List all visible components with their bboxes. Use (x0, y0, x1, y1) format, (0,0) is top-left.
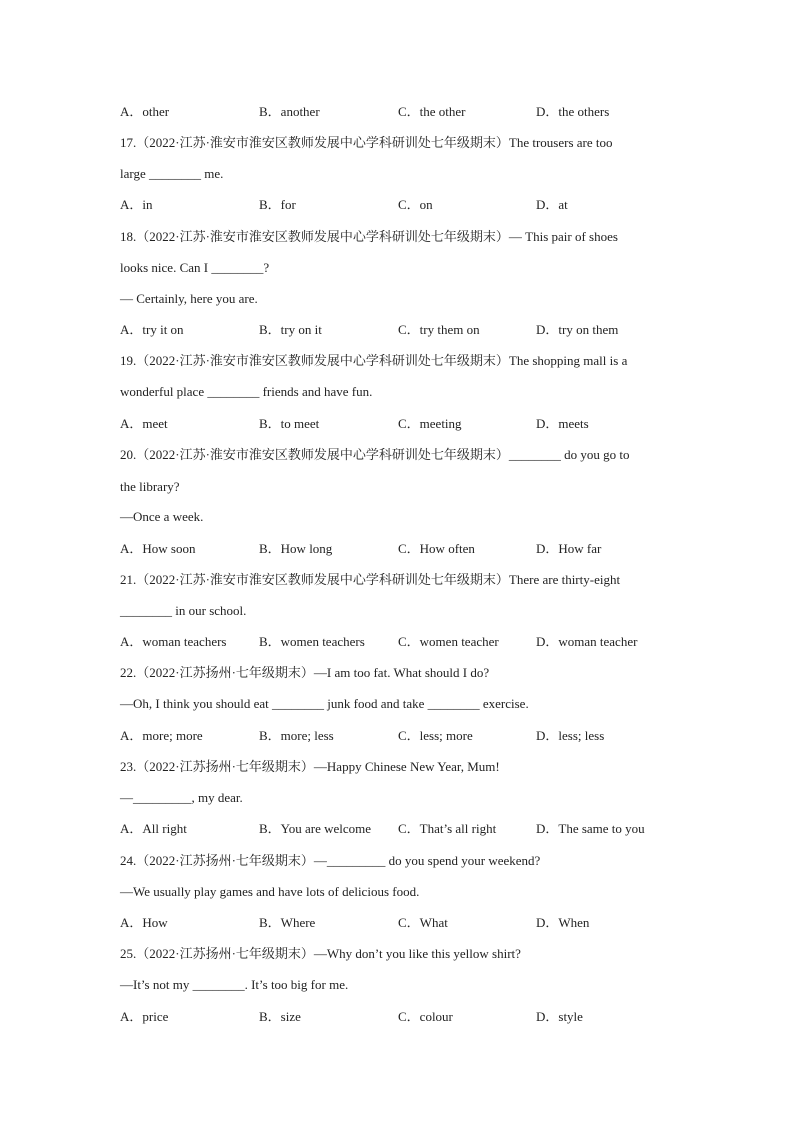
q23-option-d: D．The same to you (536, 821, 645, 836)
q25-option-c: C．colour (398, 1009, 453, 1024)
q17-option-d: D．at (536, 197, 568, 212)
q21-option-c: C．women teacher (398, 634, 499, 649)
q18-stem-line2: looks nice. Can I ________? (120, 260, 270, 275)
q21-options (120, 634, 680, 650)
q20-option-c: C．How often (398, 541, 475, 556)
q25-options (120, 1009, 680, 1025)
q19-stem-line1: 19.（2022·江苏·淮安市淮安区教师发展中心学科研训处七年级期末）The shopping mall is a (120, 353, 628, 368)
q24-stem-line2: —We usually play games and have lots of delicious food. (120, 884, 420, 899)
q22-stem-line1: 22.（2022·江苏扬州·七年级期末）—I am too fat. What should I do? (120, 665, 490, 680)
q18-option-a: A．try it on (120, 322, 184, 337)
q20-option-d: D．How far (536, 541, 602, 556)
q24-stem-line1: 24.（2022·江苏扬州·七年级期末）—_________ do you spend your weekend? (120, 853, 541, 868)
q21-option-d: D．woman teacher (536, 634, 638, 649)
q21-option-b: B．women teachers (259, 634, 365, 649)
q25-stem-line1: 25.（2022·江苏扬州·七年级期末）—Why don’t you like this yellow shirt? (120, 946, 521, 961)
q16-option-a: A．other (120, 104, 170, 119)
q17-stem-line2: large ________ me. (120, 166, 224, 181)
q22-option-a: A．more; more (120, 728, 203, 743)
q19-option-b: B．to meet (259, 416, 320, 431)
q16-option-b: B．another (259, 104, 320, 119)
q18-option-b: B．try on it (259, 322, 322, 337)
q21-stem-line1: 21.（2022·江苏·淮安市淮安区教师发展中心学科研训处七年级期末）There are thirty-eight (120, 572, 621, 587)
q23-option-c: C．That’s all right (398, 821, 497, 836)
q20-stem-line3: —Once a week. (120, 509, 204, 524)
q20-options (120, 541, 680, 557)
q25-option-b: B．size (259, 1009, 301, 1024)
q22-stem-line2: —Oh, I think you should eat ________ junk food and take ________ exercise. (120, 696, 529, 711)
q23-option-b: B．You are welcome (259, 821, 372, 836)
q16-option-c: C．the other (398, 104, 466, 119)
q18-stem-line1: 18.（2022·江苏·淮安市淮安区教师发展中心学科研训处七年级期末）— This pair of shoes (120, 229, 618, 244)
q25-stem-line2: —It’s not my ________. It’s too big for me. (120, 977, 349, 992)
q16-option-d: D．the others (536, 104, 610, 119)
q17-options (120, 197, 680, 213)
q25-option-d: D．style (536, 1009, 583, 1024)
q17-option-c: C．on (398, 197, 433, 212)
q19-options (120, 416, 680, 432)
q22-option-c: C．less; more (398, 728, 473, 743)
q19-option-c: C．meeting (398, 416, 462, 431)
q19-stem-line2: wonderful place ________ friends and have fun. (120, 384, 373, 399)
q24-option-b: B．Where (259, 915, 316, 930)
q23-options (120, 821, 680, 837)
q22-option-b: B．more; less (259, 728, 334, 743)
q20-stem-line2: the library? (120, 479, 180, 494)
q17-option-b: B．for (259, 197, 296, 212)
q17-stem-line1: 17.（2022·江苏·淮安市淮安区教师发展中心学科研训处七年级期末）The trousers are too (120, 135, 613, 150)
q25-option-a: A．price (120, 1009, 169, 1024)
q19-option-a: A．meet (120, 416, 168, 431)
q21-option-a: A．woman teachers (120, 634, 227, 649)
q20-option-a: A．How soon (120, 541, 196, 556)
q22-options (120, 728, 680, 744)
q24-options (120, 915, 680, 931)
q20-option-b: B．How long (259, 541, 333, 556)
q18-options (120, 322, 680, 338)
q23-option-a: A．All right (120, 821, 187, 836)
q23-stem-line2: —_________, my dear. (120, 790, 243, 805)
q18-option-c: C．try them on (398, 322, 480, 337)
q24-option-d: D．When (536, 915, 590, 930)
q18-stem-line3: — Certainly, here you are. (120, 291, 258, 306)
q24-option-a: A．How (120, 915, 168, 930)
q17-option-a: A．in (120, 197, 153, 212)
q22-option-d: D．less; less (536, 728, 605, 743)
q18-option-d: D．try on them (536, 322, 619, 337)
q19-option-d: D．meets (536, 416, 589, 431)
q23-stem-line1: 23.（2022·江苏扬州·七年级期末）—Happy Chinese New Year, Mum! (120, 759, 500, 774)
q20-stem-line1: 20.（2022·江苏·淮安市淮安区教师发展中心学科研训处七年级期末）________ do you go to (120, 447, 630, 462)
q24-option-c: C．What (398, 915, 448, 930)
q16-options (120, 104, 680, 120)
q21-stem-line2: ________ in our school. (120, 603, 247, 618)
